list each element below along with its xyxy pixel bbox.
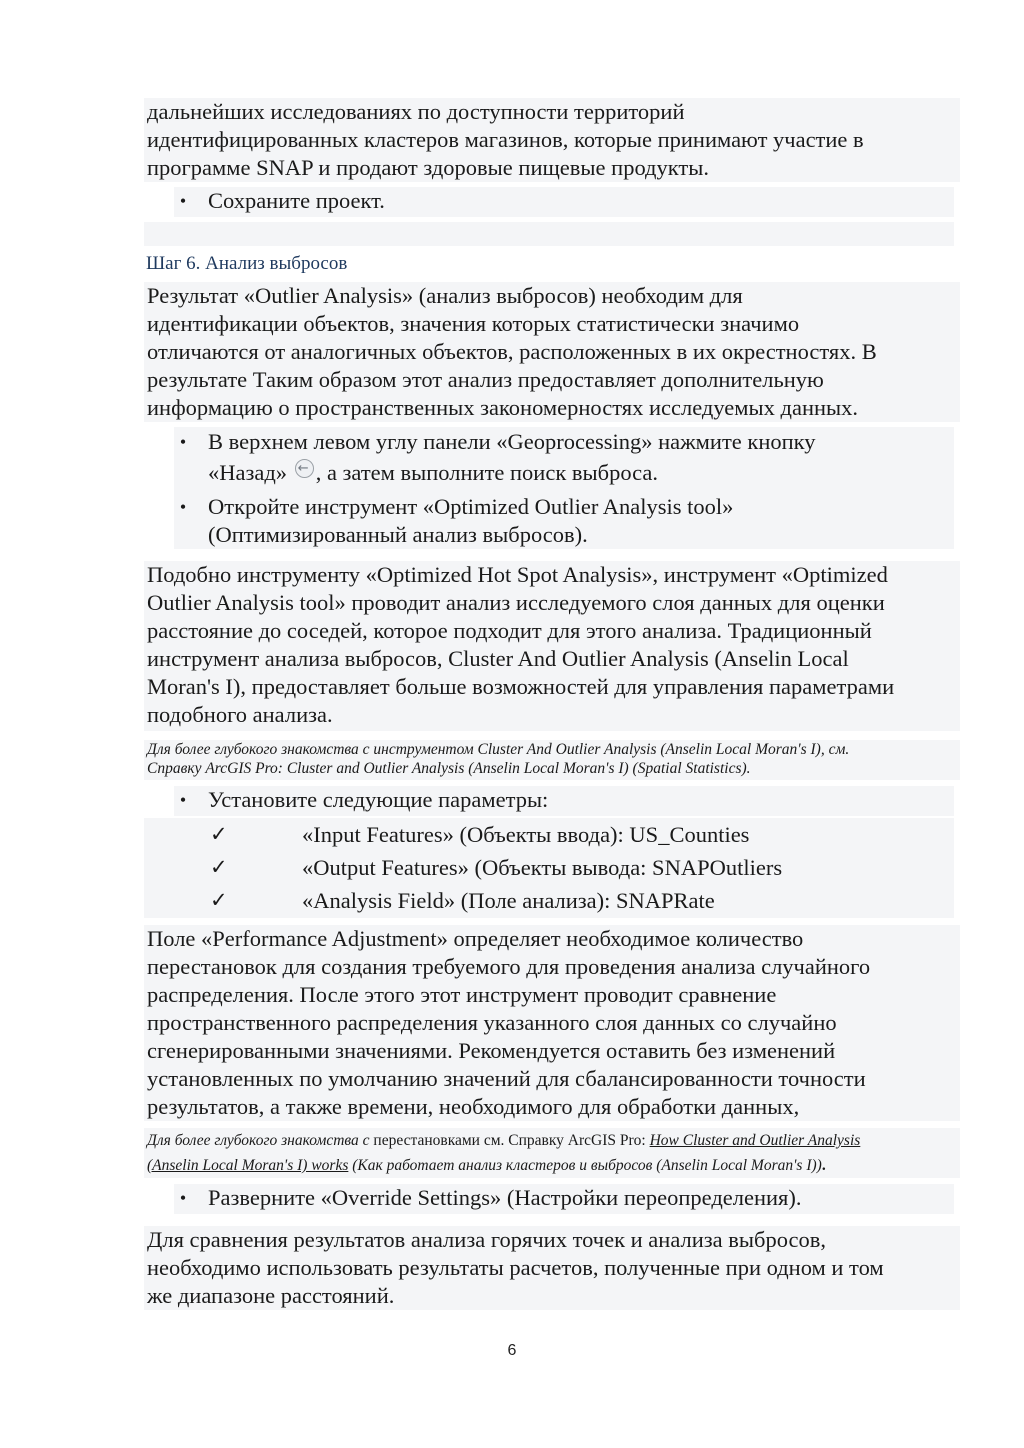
note-text: перестановками см. Справку ArcGIS Pro: (373, 1132, 650, 1149)
text-line: же диапазоне расстояний. (147, 1283, 395, 1308)
bullet-icon: • (179, 432, 187, 452)
similar-tool-paragraph (144, 561, 960, 731)
note-line: Для более глубокого знакомства с инструментом Cluster And Outlier Analysis (Anselin Local Moran's I), см. (147, 741, 850, 758)
text-line: отличаются от аналогичных объектов, расположенных в их окрестностях. В (147, 339, 877, 364)
text-line: необходимо использовать результаты расчетов, полученные при одном и том (147, 1255, 884, 1280)
bullet-icon: • (179, 191, 187, 211)
text-line: сгенерированными значениями. Рекомендуется оставить без изменений (147, 1038, 836, 1063)
bullet-params (174, 786, 954, 816)
text-line: программе SNAP и продают здоровые пищевые продукты. (147, 155, 709, 180)
text-line: Поле «Performance Adjustment» определяет необходимое количество (147, 926, 804, 951)
checklist-item (144, 884, 954, 917)
bullet-text: Сохраните проект. (208, 188, 385, 213)
bullet-text: (Оптимизированный анализ выбросов). (208, 522, 588, 547)
bullet-text: Разверните «Override Settings» (Настройки переопределения). (208, 1185, 802, 1210)
bullet-text: «Назад» (208, 460, 288, 485)
text-line: идентифицированных кластеров магазинов, которые принимают участие в (147, 127, 864, 152)
reference-note-2 (144, 1128, 960, 1178)
checklist-text: «Output Features» (Объекты вывода: SNAPOutliers (302, 855, 783, 880)
checklist-item (144, 851, 954, 884)
note-text: . (821, 1157, 826, 1174)
text-line: Для сравнения результатов анализа горячих точек и анализа выбросов, (147, 1227, 827, 1252)
text-line: подобного анализа. (147, 702, 333, 727)
bullet-icon: • (179, 790, 187, 810)
checkmark-icon: ✓ (210, 888, 228, 912)
text-line: Outlier Analysis tool» проводит анализ исследуемого слоя данных для оценки (147, 590, 885, 615)
intro-paragraph (144, 282, 960, 422)
checkmark-icon: ✓ (210, 822, 228, 846)
text-line: перестановок для создания требуемого для проведения анализа случайного (147, 954, 871, 979)
text-line: информацию о пространственных закономерностях исследуемых данных. (147, 395, 859, 420)
performance-paragraph (144, 925, 960, 1121)
bullet-save (174, 187, 954, 217)
bullet-icon: • (179, 1188, 187, 1208)
bullet-list-geoprocessing (174, 427, 954, 549)
bullet-text: Откройте инструмент «Optimized Outlier Analysis tool» (208, 494, 734, 519)
text-line: результате Таким образом этот анализ предоставляет дополнительную (147, 367, 824, 392)
note-line: Справку ArcGIS Pro: Cluster and Outlier Analysis (Anselin Local Moran's I) (Spatial Statistics). (147, 760, 751, 777)
checklist-text: «Input Features» (Объекты ввода): US_Counties (302, 822, 750, 847)
bullet-text: Установите следующие параметры: (208, 787, 549, 812)
page-number: 6 (507, 1342, 517, 1359)
text-line: результатов, а также времени, необходимого для обработки данных, (147, 1094, 800, 1119)
checklist-item (144, 818, 954, 851)
bullet-override (174, 1184, 954, 1214)
text-line: установленных по умолчанию значений для сбалансированности точности (147, 1066, 866, 1091)
final-paragraph (144, 1226, 960, 1310)
parameter-checklist (144, 818, 954, 918)
text-line: идентификации объектов, значения которых статистически значимо (147, 311, 800, 336)
continuation-paragraph (144, 98, 960, 182)
note-text: Для более глубокого знакомства с (147, 1132, 374, 1149)
text-line: дальнейших исследованиях по доступности территорий (147, 99, 685, 124)
text-line: распределения. После этого этот инструмент проводит сравнение (147, 982, 777, 1007)
note-text: (Как работает анализ кластеров и выбросов (Anselin Local Moran's I)) (348, 1157, 822, 1174)
reference-note-1 (144, 740, 960, 780)
step6-heading: Шаг 6. Анализ выбросов (146, 253, 348, 274)
back-arrow-icon (295, 459, 314, 478)
bullet-icon: • (179, 497, 187, 517)
bullet-text: , а затем выполните поиск выброса. (315, 460, 659, 485)
text-line: Подобно инструменту «Optimized Hot Spot Analysis», инструмент «Optimized (147, 562, 888, 587)
text-line: расстояние до соседей, которое подходит для этого анализа. Традиционный (147, 618, 872, 643)
spacer-band (144, 222, 954, 246)
text-line: пространственного распределения указанного слоя данных со случайно (147, 1010, 837, 1035)
text-line: Результат «Outlier Analysis» (анализ выбросов) необходим для (147, 283, 743, 308)
checkmark-icon: ✓ (210, 855, 228, 879)
text-line: инструмент анализа выбросов, Cluster And Outlier Analysis (Anselin Local (147, 646, 849, 671)
help-link[interactable]: (Anselin Local Moran's I) works (147, 1157, 349, 1174)
text-line: Moran's I), предоставляет больше возможностей для управления параметрами (147, 674, 895, 699)
help-link[interactable]: How Cluster and Outlier Analysis (649, 1132, 861, 1149)
checklist-text: «Analysis Field» (Поле анализа): SNAPRate (302, 888, 715, 913)
bullet-text: В верхнем левом углу панели «Geoprocessing» нажмите кнопку (208, 429, 816, 454)
